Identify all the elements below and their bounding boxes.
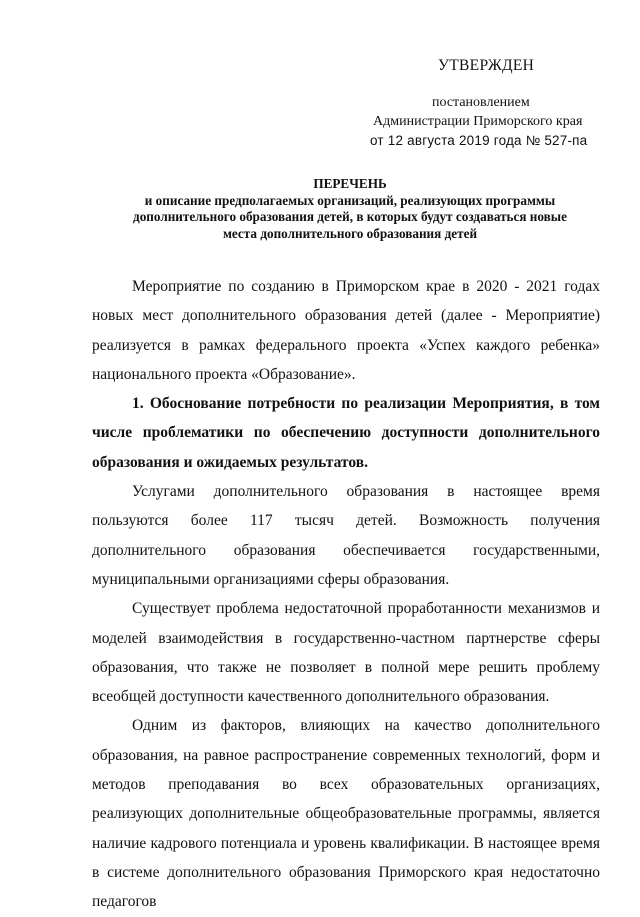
title-line-3: места дополнительного образования детей [222,225,478,241]
approval-stamp-title: УТВЕРЖДЕН [438,57,535,74]
paragraph-intro: Мероприятие по созданию в Приморском крае в 2020 - 2021 годах новых мест дополнительного образования детей (далее - Мероприятие) реализуется в рамках федерального проекта «Успех каждого ребенка» национального проекта «Образование». [92,278,600,383]
paragraph-factors: Одним из факторов, влияющих на качество дополнительного образования, на равное распространение современных технологий, форм и методов преподавания во всех образовательных организациях, реализующих дополнительные общеобразовательные программы, является наличие кадрового потенциала и уровень квалификации. В настоящее время в системе дополнительного образования Приморского края недостаточно педагогов [92,717,600,911]
approval-line-resolution: постановлением [432,95,530,110]
section-1-heading: 1. Обоснование потребности по реализации Мероприятия, в том числе проблематики по обеспечению доступности дополнительного образования и ожидаемых результатов. [92,395,600,471]
paragraph-problem: Существует проблема недостаточной проработанности механизмов и моделей взаимодействия в государственно-частном партнерстве сферы образования, что также не позволяет в полной мере решить проблему всеобщей доступности качественного дополнительного образования. [92,600,600,706]
document-body [92,272,600,917]
approval-block [370,93,610,150]
paragraph-services: Услугами дополнительного образования в настоящее время пользуются более 117 тысяч детей. Возможность получения дополнительного образования обеспечивается государственными, муниципальными организациями сферы образования. [92,483,600,588]
title-line-1: и описание предполагаемых организаций, реализующих программы [144,192,556,208]
title-heading: ПЕРЕЧЕНЬ [313,176,387,191]
approval-line-date-number: от 12 августа 2019 года № 527-па [370,133,588,148]
title-line-2: дополнительного образования детей, в которых будут создаваться новые [133,209,567,224]
approval-line-administration: Администрации Приморского края [373,114,583,129]
document-title [80,176,620,242]
